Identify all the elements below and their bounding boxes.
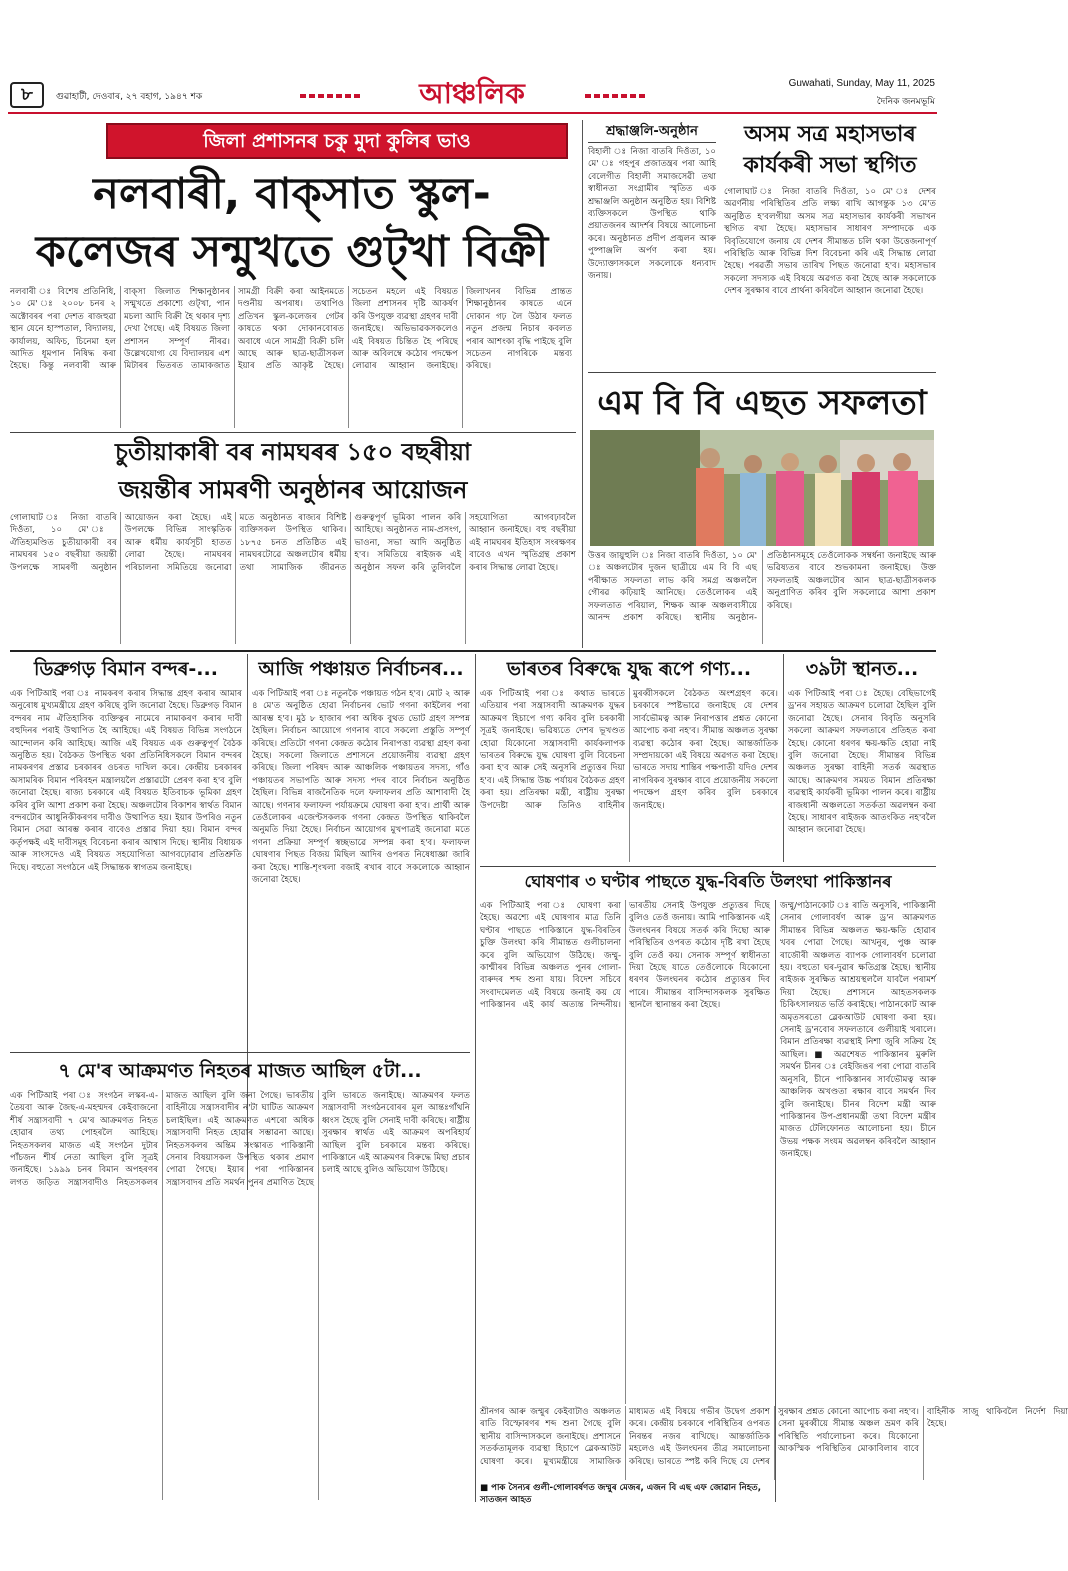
story1-kicker	[106, 123, 568, 159]
rank39-headline: ৩৯টা স্থানত...	[805, 658, 919, 680]
tribute-body: বিহালী ঃ নিজা বাতৰি দিওঁতা, ১০ মে' ঃ গহপুৰ প্ৰজাতন্ত্ৰৰ পৰা আহি বেলেগীত বিহালী সমাজসেৱী তথা স্বাধীনতা সংগ্ৰামীৰ স্মৃতিত এক শ্ৰদ্ধাঞ্জলি অনুষ্ঠান অনুষ্ঠিত হয়। বিশিষ্ট ব্যক্তিসকলে উপস্থিত থাকি প্ৰয়াতজনৰ আদৰ্শৰ বিষয়ে আলোচনা কৰে। অনুষ্ঠানত প্ৰদীপ প্ৰজ্বলন আৰু পুষ্পাঞ্জলি অৰ্পণ কৰা হয়। উদ্যোক্তাসকলে সকলোকে ধন্যবাদ জনায়।	[588, 147, 716, 282]
rule-h-attack	[10, 1052, 470, 1053]
rule-v5	[775, 900, 776, 1502]
ceasefire-headline: ঘোষণাৰ ৩ ঘণ্টাৰ পাছতে যুদ্ধ-বিৰতি উলংঘা পাকিস্তানৰ	[524, 872, 892, 891]
mbbs-photo	[590, 430, 934, 546]
rule-h-mbbs	[588, 372, 936, 373]
satra-body: গোলাঘাট ঃ নিজা বাতৰি দিওঁতা, ১০ মে' ঃ দেশৰ অৱৰ্ণনীয় পৰিস্থিতিৰ প্ৰতি লক্ষ্য ৰাখি আগন্তুক ১৩ মে'ত অনুষ্ঠিত হ'বলগীয়া অসম সত্ৰ মহাসভাৰ কাৰ্যকৰী সভাখন স্থগিত ৰখা হৈছে। মহাসভাৰ সাধাৰণ সম্পাদকে এক বিবৃতিযোগে জনায় যে দেশৰ সীমান্তত চলি থকা উত্তেজনাপূৰ্ণ পৰিস্থিতি আৰু বিভিন্ন দিশ বিবেচনা কৰি এই সিদ্ধান্ত লোৱা হৈছে। পৰৱৰ্তী সভাৰ তাৰিখ পিছত জনোৱা হ'ব। মহাসভাৰ সকলো সদস্যক এই বিষয়ে অৱগত কৰা হৈছে আৰু সকলোকে দেশৰ সুৰক্ষাৰ বাবে প্ৰাৰ্থনা কৰিবলৈ আহ্বান জনোৱা হৈছে।	[724, 187, 936, 297]
story1-headline-line2: কলেজৰ সন্মুখতে গুট্‌খা বিক্ৰী	[35, 227, 549, 277]
rank39-body: এক পিটিআই পৰা ঃ হৈছে। বেছিভাগেই ড্ৰ'নৰ সহায়ত আক্ৰমণ চলোৱা হৈছিল বুলি জনোৱা হৈছে। সেনাৰ বিবৃতি অনুসৰি সকলো আক্ৰমণ সফলতাৰে প্ৰতিহত কৰা হৈছে। কোনো ধৰণৰ ক্ষয়-ক্ষতি হোৱা নাই বুলি জনোৱা হৈছে। সীমান্তৰ বিভিন্ন অঞ্চলত সুৰক্ষা বাহিনী সতৰ্ক অৱস্থাত আছে। আক্ৰমণৰ সময়ত বিমান প্ৰতিৰক্ষা ব্যৱস্থাই কাৰ্যকৰী ভূমিকা পালন কৰে। ৰাষ্ট্ৰীয় ৰাজধানী অঞ্চলতো সতৰ্কতা অৱলম্বন কৰা হৈছে। সাধাৰণ ৰাইজক আতংকিত নহ'বলৈ আহ্বান জনোৱা হৈছে।	[788, 689, 936, 836]
rule-h-main	[10, 650, 936, 652]
attack-body: এক পিটিআই পৰা ঃ সংগঠন লস্কৰ-এ-তৈয়বা আৰু জৈছ-এ-মহম্মদৰ কেইবাজনো শীৰ্ষ সন্ত্ৰাসবাদী ৭ মে'ৰ আক্ৰমণত নিহত হোৱাৰ তথ্য পোহৰলৈ আহিছে। নিহতসকলৰ মাজত এই সংগঠন দুটাৰ পাঁচজন শীৰ্ষ নেতা আছিল বুলি সূত্ৰই জনাইছে। ১৯৯৯ চনৰ বিমান অপহৰণৰ লগত জড়িত সন্ত্ৰাসবাদীও নিহতসকলৰ মাজত আছিল বুলি জনা গৈছে। ভাৰতীয় বাহিনীয়ে সন্ত্ৰাসবাদীৰ ন'টা ঘাটিত আক্ৰমণ চলাইছিল। এই আক্ৰমণত এশৰো অধিক সন্ত্ৰাসবাদী নিহত হোৱাৰ সম্ভাৱনা আছে। নিহতসকলৰ অন্তিম সংস্কাৰত পাকিস্তানী সেনাৰ বিষয়াসকল উপস্থিত থকাৰ প্ৰমাণ পোৱা গৈছে। ইয়াৰ পৰা পাকিস্তানৰ সন্ত্ৰাসবাদৰ প্ৰতি সমৰ্থন পুনৰ প্ৰমাণিত হৈছে বুলি ভাৰতে জনাইছে। আক্ৰমণৰ ফলত সন্ত্ৰাসবাদী সংগঠনবোৰৰ মূল আন্তঃগাঁথনি ধ্বংস হৈছে বুলি সেনাই দাবী কৰিছে। ৰাষ্ট্ৰীয় সুৰক্ষাৰ স্বাৰ্থত এই আক্ৰমণ অপৰিহাৰ্য আছিল বুলি চৰকাৰে মন্তব্য কৰিছে। পাকিস্তানে এই আক্ৰমণৰ বিৰুদ্ধে মিছা প্ৰচাৰ চলাই আছে বুলিও অভিযোগ উঠিছে।	[10, 1091, 470, 1188]
page-number-box	[10, 82, 44, 108]
header-rule	[8, 112, 937, 114]
kicker-text: জিলা প্ৰশাসনৰ চকু মুদা কুলিৰ ভাও	[203, 130, 471, 152]
rule-h-ceasefire	[480, 866, 936, 867]
header-ornament-right	[585, 94, 645, 98]
page-number: ৮	[21, 84, 33, 105]
story2-headline-line1: চুতীয়াকাৰী বৰ নামঘৰৰ ১৫০ বছৰীয়া	[115, 438, 471, 466]
rule-v4	[783, 654, 784, 862]
dibrugarh-body: এক পিটিআই পৰা ঃ নামকৰণ কৰাৰ সিদ্ধান্ত গ্ৰহণ কৰাৰ আমাৰ অনুৰোধ মুখ্যমন্ত্ৰীয়ে গ্ৰহণ কৰিছে বুলি জনোৱা হৈছে। ডিব্ৰুগড় বিমান বন্দৰৰ নাম ঐতিহাসিক ব্যক্তিত্বৰ নামেৰে নামাকৰণ কৰাৰ দাবী বহুদিনৰ পৰাই উত্থাপিত হৈ আহিছে। এই বিষয়ত বিভিন্ন সংগঠনে আন্দোলন কৰি আহিছে। আজি এই বিষয়ত এক গুৰুত্বপূৰ্ণ বৈঠক অনুষ্ঠিত হয়। বৈঠকত উপস্থিত থকা প্ৰতিনিধিসকলে বিমান বন্দৰৰ নামকৰণৰ প্ৰস্তাৱ চৰকাৰৰ ওচৰত দাখিল কৰে। কেন্দ্ৰীয় চৰকাৰৰ অসামৰিক বিমান পৰিবহন মন্ত্ৰালয়লৈ প্ৰস্তাৱটো প্ৰেৰণ কৰা হ'ব বুলি জনোৱা হৈছে। ৰাজ্য চৰকাৰে এই বিষয়ত ইতিবাচক ভূমিকা গ্ৰহণ কৰিব বুলি আশা প্ৰকাশ কৰা হৈছে। অঞ্চলটোৰ বিকাশৰ স্বাৰ্থত বিমান বন্দৰটোৰ আধুনিকীকৰণৰ দাবীও উত্থাপিত হয়। ইয়াৰ উপৰিও নতুন বিমান সেৱা আৰম্ভ কৰাৰ বাবেও প্ৰস্তাৱ দিয়া হয়। বিমান বন্দৰ কৰ্তৃপক্ষই এই দাবীসমূহ বিবেচনা কৰাৰ আশ্বাস দিছে। স্থানীয় বিধায়ক আৰু সাংসদেও এই বিষয়ত সহযোগিতা আগবঢ়োৱাৰ প্ৰতিশ্ৰুতি দিছে। বহুতো সংগঠনে এই সিদ্ধান্তক স্বাগতম জনাইছে।	[10, 689, 242, 873]
rule-h-story2	[10, 432, 576, 433]
ceasefire-footer-note: ■ পাক সৈন্যৰ গুলী-গোলাবৰ্ষণত জম্মুৰ মেজৰ, এজন বি এছ এফ জোৱান নিহত, সাতজন আহত	[480, 1483, 761, 1506]
panchayat-headline: আজি পঞ্চায়ত নিৰ্বাচনৰ...	[258, 658, 464, 680]
story1-headline-line1: নলবাৰী, বাক্‌সাত স্কুল-	[93, 169, 491, 219]
panchayat-body: এক পিটিআই পৰা ঃ নতুনকৈ পঞ্চায়ত গঠন হ'ব। মোট ২ আৰু ৪ মে'ত অনুষ্ঠিত হোৱা নিৰ্বাচনৰ ভোট গণনা কাইলৈৰ পৰা আৰম্ভ হ'ব। মুঠ ৮ হাজাৰ পৰা অধিক বুথত ভোট গ্ৰহণ সম্পন্ন হৈছিল। নিৰ্বাচন আয়োগে গণনাৰ বাবে সকলো প্ৰস্তুতি সম্পূৰ্ণ কৰিছে। প্ৰতিটো গণনা কেন্দ্ৰত কঠোৰ নিৰাপত্তা ব্যৱস্থা গ্ৰহণ কৰা হৈছে। সকলো জিলাতে প্ৰশাসনে প্ৰয়োজনীয় ব্যৱস্থা গ্ৰহণ কৰিছে। জিলা পৰিষদ আৰু আঞ্চলিক পঞ্চায়তৰ সদস্য, গাঁও পঞ্চায়তৰ সভাপতি আৰু সদস্য পদৰ বাবে নিৰ্বাচন অনুষ্ঠিত হৈছিল। বিভিন্ন ৰাজনৈতিক দলে ফলাফলৰ প্ৰতি আশাবাদী হৈ আছে। গণনাৰ ফলাফল পৰ্যায়ক্ৰমে ঘোষণা কৰা হ'ব। প্ৰাৰ্থী আৰু তেওঁলোকৰ এজেণ্টসকলক গণনা কেন্দ্ৰত উপস্থিত থাকিবলৈ অনুমতি দিয়া হৈছে। নিৰ্বাচন আয়োগৰ মুখপাত্ৰই জনোৱা মতে গণনা প্ৰক্ৰিয়া সম্পূৰ্ণ স্বচ্ছভাৱে সম্পন্ন কৰা হ'ব। ফলাফল ঘোষণাৰ পিছত বিজয় মিছিল আদিৰ ওপৰত নিষেধাজ্ঞা জাৰি কৰা হৈছে। শান্তি-শৃংখলা বজাই ৰখাৰ বাবে সকলোকে আহ্বান জনোৱা হৈছে।	[252, 689, 470, 886]
story2-headline-line2: জয়ন্তীৰ সামৰণী অনুষ্ঠানৰ আয়োজন	[118, 476, 468, 504]
rule-v1	[582, 120, 583, 648]
story2-body: গোলাঘাট ঃ নিজা বাতৰি দিওঁতা, ১০ মে' ঃ ঐতিহ্যমণ্ডিত চুতীয়াকাৰী বৰ নামঘৰৰ ১৫০ বছৰীয়া জয়ন্তী উপলক্ষে সামৰণী অনুষ্ঠান আয়োজন কৰা হৈছে। এই উপলক্ষে বিভিন্ন সাংস্কৃতিক আৰু ধৰ্মীয় কাৰ্যসূচী হাতত লোৱা হৈছে। নামঘৰৰ পৰিচালনা সমিতিয়ে জনোৱা মতে অনুষ্ঠানত ৰাজ্যৰ বিশিষ্ট ব্যক্তিসকল উপস্থিত থাকিব। ১৮৭৫ চনত প্ৰতিষ্ঠিত এই নামঘৰটোৱে অঞ্চলটোৰ ধৰ্মীয় তথা সামাজিক জীৱনত গুৰুত্বপূৰ্ণ ভূমিকা পালন কৰি আহিছে। অনুষ্ঠানত নাম-প্ৰসংগ, ভাওনা, সভা আদি অনুষ্ঠিত হ'ব। সমিতিয়ে ৰাইজক এই অনুষ্ঠান সফল কৰি তুলিবলৈ সহযোগিতা আগবঢ়াবলৈ আহ্বান জনাইছে। বহু বছৰীয়া এই নামঘৰৰ ইতিহাস সংৰক্ষণৰ বাবেও এখন স্মৃতিগ্ৰন্থ প্ৰকাশ কৰাৰ সিদ্ধান্ত লোৱা হৈছে।	[10, 513, 576, 573]
group-photo-image	[590, 430, 934, 546]
date-english: Guwahati, Sunday, May 11, 2025	[788, 78, 935, 89]
ceasefire-body-right: শ্ৰীনগৰ আৰু জম্মুৰ কেইবাটাও অঞ্চলত ৰাতি বিস্ফোৰণৰ শব্দ শুনা গৈছে বুলি স্থানীয় বাসিন্দাসকলে জনাইছে। প্ৰশাসনে সতৰ্কতামূলক ব্যৱস্থা হিচাপে ব্লেকআউট ঘোষণা কৰে। মুখ্যমন্ত্ৰীয়ে সামাজিক মাধ্যমত এই বিষয়ে গভীৰ উদ্বেগ প্ৰকাশ কৰে। কেন্দ্ৰীয় চৰকাৰে পৰিস্থিতিৰ ওপৰত নিৰন্তৰ নজৰ ৰাখিছে। আন্তৰ্জাতিক মহলেও এই উলংঘনৰ তীব্ৰ সমালোচনা কৰিছে। ভাৰতে স্পষ্ট কৰি দিছে যে দেশৰ সুৰক্ষাৰ প্ৰশ্নত কোনো আপোচ কৰা নহ'ব। সেনা মুৰব্বীয়ে সীমান্ত অঞ্চল ভ্ৰমণ কৰি পৰিস্থিতি পৰ্যালোচনা কৰে। যিকোনো আকস্মিক পৰিস্থিতিৰ মোকাবিলাৰ বাবে বাহিনীক সাজু থাকিবলৈ নিৰ্দেশ দিয়া হৈছে।	[480, 1407, 1068, 1467]
header-ornament-left	[300, 94, 360, 98]
mbbs-body: উত্তৰ জায়ুহুলি ঃ নিজা বাতৰি দিওঁতা, ১০ মে' ঃ অঞ্চলটোৰ দুজন ছাত্ৰীয়ে এম বি বি এছ পৰীক্ষাত সফলতা লাভ কৰি সমগ্ৰ অঞ্চললৈ গৌৰৱ কঢ়িয়াই আনিছে। তেওঁলোকৰ এই সফলতাত পৰিয়াল, শিক্ষক আৰু অঞ্চলবাসীয়ে আনন্দ প্ৰকাশ কৰিছে। স্থানীয় অনুষ্ঠান-প্ৰতিষ্ঠানসমূহে তেওঁলোকক সম্বৰ্ধনা জনাইছে আৰু ভৱিষ্যতৰ বাবে শুভকামনা জনাইছে। উক্ত সফলতাই অঞ্চলটোৰ আন ছাত্ৰ-ছাত্ৰীসকলক অনুপ্ৰাণিত কৰিব বুলি সকলোৱে আশা প্ৰকাশ কৰিছে।	[588, 551, 936, 624]
ceasefire-body-left: এক পিটিআই পৰা ঃ ঘোষণা কৰা হৈছে। অৱশ্যে এই ঘোষণাৰ মাত্ৰ তিনি ঘণ্টাৰ পাছতে পাকিস্তানে যুদ্ধ-বিৰতিৰ চুক্তি উলংঘা কৰি সীমান্তত গুলীচালনা কৰে বুলি অভিযোগ উঠিছে। জম্মু-কাশ্মীৰৰ বিভিন্ন অঞ্চলত পুনৰ গোলা-বাৰুদৰ শব্দ শুনা যায়। বিদেশ সচিবে সংবাদমেলত এই বিষয়ে জনাই কয় যে পাকিস্তানৰ এই কাৰ্য অত্যন্ত নিন্দনীয়। ভাৰতীয় সেনাই উপযুক্ত প্ৰত্যুত্তৰ দিছে বুলিও তেওঁ জনায়। আমি পাকিস্তানক এই উলংঘনৰ বিষয়ে সতৰ্ক কৰি দিছো আৰু পৰিস্থিতিৰ ওপৰত কঠোৰ দৃষ্টি ৰখা হৈছে বুলি তেওঁ কয়। সেনাক সম্পূৰ্ণ স্বাধীনতা দিয়া হৈছে যাতে তেওঁলোকে যিকোনো ধৰণৰ উলংঘনৰ কঠোৰ প্ৰত্যুত্তৰ দিব পাৰে। সীমান্তৰ বাসিন্দাসকলক সুৰক্ষিত স্থানলৈ স্থানান্তৰ কৰা হৈছে।	[480, 901, 770, 1011]
rule-v3	[475, 654, 476, 1502]
section-title: আঞ্চলিক	[419, 77, 525, 110]
kashmir-body: জম্মু/পাঠানকোট ঃ ৰাতি অনুসৰি, পাকিস্তানী সেনাৰ গোলাবৰ্ষণ আৰু ড্ৰ'ন আক্ৰমণত সীমান্তৰ বিভিন্ন অঞ্চলত ক্ষয়-ক্ষতি হোৱাৰ খবৰ পোৱা গৈছে। আখনুৰ, পুঞ্চ আৰু ৰাজৌৰী অঞ্চলত ব্যাপক গোলাবৰ্ষণ চলোৱা হয়। বহুতো ঘৰ-দুৱাৰ ক্ষতিগ্ৰস্ত হৈছে। স্থানীয় ৰাইজক সুৰক্ষিত আশ্ৰয়স্থললৈ যাবলৈ পৰামৰ্শ দিয়া হৈছে। প্ৰশাসনে আহতসকলক চিকিৎসালয়ত ভৰ্তি কৰাইছে। পাঠানকোট আৰু অমৃতসৰতো ব্লেকআউট ঘোষণা কৰা হয়। সেনাই ড্ৰ'নবোৰ সফলতাৰে গুলীয়াই খৰালে। বিমান প্ৰতিৰক্ষা ব্যৱস্থাই নিশা জুৰি সক্ৰিয় হৈ আছিল। ■ অৱশেষত পাকিস্তানৰ মুৰুলি সমৰ্থন চীনৰ ঃ বেইজিঙৰ পৰা পোৱা বাতৰি অনুসৰি, চীনে পাকিস্তানৰ সাৰ্বভৌমত্ব আৰু আঞ্চলিক অখণ্ডতা ৰক্ষাৰ বাবে সমৰ্থন দিব বুলি জনাইছে। চীনৰ বিদেশ মন্ত্ৰী আৰু পাকিস্তানৰ উপ-প্ৰধানমন্ত্ৰী তথা বিদেশ মন্ত্ৰীৰ মাজত টেলিফোনত আলোচনা হয়। চীনে উভয় পক্ষক সংযম অৱলম্বন কৰিবলৈ আহ্বান জনাইছে।	[780, 901, 936, 1160]
mbbs-headline: এম বি বি এছত সফলতা	[597, 383, 927, 423]
story1-body: নলবাৰী ঃ বিশেষ প্ৰতিনিধি, ১০ মে' ঃ ২০০৮ চনৰ ২ অক্টোবৰৰ পৰা দেশত ৰাজহুৱা স্থান যেনে হাস্পতাল, বিদ্যালয়, কাৰ্যালয়, অফিচ, চিনেমা হল আদিত ধূমপান নিষিদ্ধ কৰা হৈছে। কিন্তু নলবাৰী আৰু বাক্‌সা জিলাত শিক্ষানুষ্ঠানৰ সন্মুখতে প্ৰকাশ্যে গুট্‌খা, পান মচলা আদি বিক্ৰী হৈ থকাৰ দৃশ্য দেখা গৈছে। এই বিষয়ত জিলা প্ৰশাসন সম্পূৰ্ণ নীৰৱ। উল্লেখযোগ্য যে বিদ্যালয়ৰ এশ মিটাৰৰ ভিতৰত তামাকজাত সামগ্ৰী বিক্ৰী কৰা আইনমতে দণ্ডনীয় অপৰাধ। তথাপিও প্ৰতিখন স্কুল-কলেজৰ গেটৰ কাষতে থকা দোকানবোৰত অবাধে এনে সামগ্ৰী বিক্ৰী চলি আছে আৰু ছাত্ৰ-ছাত্ৰীসকল ইয়াৰ প্ৰতি আকৃষ্ট হৈছে। সচেতন মহলে এই বিষয়ত জিলা প্ৰশাসনৰ দৃষ্টি আকৰ্ষণ কৰি উপযুক্ত ব্যৱস্থা গ্ৰহণৰ দাবী জনাইছে। অভিভাৱকসকলেও এই বিষয়ত চিন্তিত হৈ পৰিছে আৰু অবিলম্বে কঠোৰ পদক্ষেপ লোৱাৰ আহ্বান জনাইছে। জিলাখনৰ বিভিন্ন প্ৰান্তত শিক্ষানুষ্ঠানৰ কাষতে এনে দোকান গঢ় লৈ উঠাৰ ফলত নতুন প্ৰজন্ম নিচাৰ কবলত পৰাৰ আশংকা বৃদ্ধি পাইছে বুলি সচেতন নাগৰিকে মন্তব্য কৰিছে।	[10, 287, 572, 372]
attack-headline: ৭ মে'ৰ আক্ৰমণত নিহতৰ মাজত আছিল ৫টা...	[58, 1060, 422, 1082]
satra-headline-line1: অসম সত্ৰ মহাসভাৰ	[744, 122, 916, 147]
war-body: এক পিটিআই পৰা ঃ কথাত ভাৰতে এতিয়াৰ পৰা সন্ত্ৰাসবাদী আক্ৰমণক যুদ্ধৰ আক্ৰমণ হিচাপে গণ্য কৰিব বুলি চৰকাৰী সূত্ৰই জনাইছে। ভৱিষ্যতে দেশৰ ভূখণ্ডত হোৱা যিকোনো সন্ত্ৰাসবাদী কাৰ্যকলাপক ভাৰতৰ বিৰুদ্ধে যুদ্ধ ঘোষণা বুলি বিবেচনা কৰা হ'ব আৰু সেই অনুসৰি প্ৰত্যুত্তৰ দিয়া হ'ব। এই সিদ্ধান্ত উচ্চ পৰ্যায়ৰ বৈঠকত গ্ৰহণ কৰা হয়। প্ৰতিৰক্ষা মন্ত্ৰী, ৰাষ্ট্ৰীয় সুৰক্ষা উপদেষ্টা আৰু তিনিও বাহিনীৰ মুৰব্বীসকলে বৈঠকত অংশগ্ৰহণ কৰে। চৰকাৰে স্পষ্টভাৱে জনাইছে যে দেশৰ সাৰ্বভৌমত্ব আৰু নিৰাপত্তাৰ প্ৰশ্নত কোনো আপোচ কৰা নহ'ব। সীমান্ত অঞ্চলত সুৰক্ষা ব্যৱস্থা কঠোৰ কৰা হৈছে। আন্তৰ্জাতিক সম্প্ৰদায়কো এই বিষয়ে অৱগত কৰা হৈছে। ভাৰতে সদায় শান্তিৰ পক্ষপাতী যদিও দেশৰ নাগৰিকৰ সুৰক্ষাৰ বাবে প্ৰয়োজনীয় সকলো পদক্ষেপ গ্ৰহণ কৰিব বুলি চৰকাৰে জনাইছে।	[480, 689, 778, 811]
paper-name: দৈনিক জনমভূমি	[876, 97, 935, 107]
tribute-headline: শ্ৰদ্ধাঞ্জলি-অনুষ্ঠান	[588, 122, 716, 143]
dibrugarh-headline: ডিব্ৰুগড় বিমান বন্দৰ-...	[34, 658, 218, 680]
war-headline: ভাৰতৰ বিৰুদ্ধে যুদ্ধ ৰূপে গণ্য...	[506, 658, 752, 680]
satra-headline-line2: কাৰ্যকৰী সভা স্থগিত	[743, 153, 917, 178]
date-assamese: গুৱাহাটী, দেওবাৰ, ২৭ বহাগ, ১৯৪৭ শক	[56, 92, 203, 102]
